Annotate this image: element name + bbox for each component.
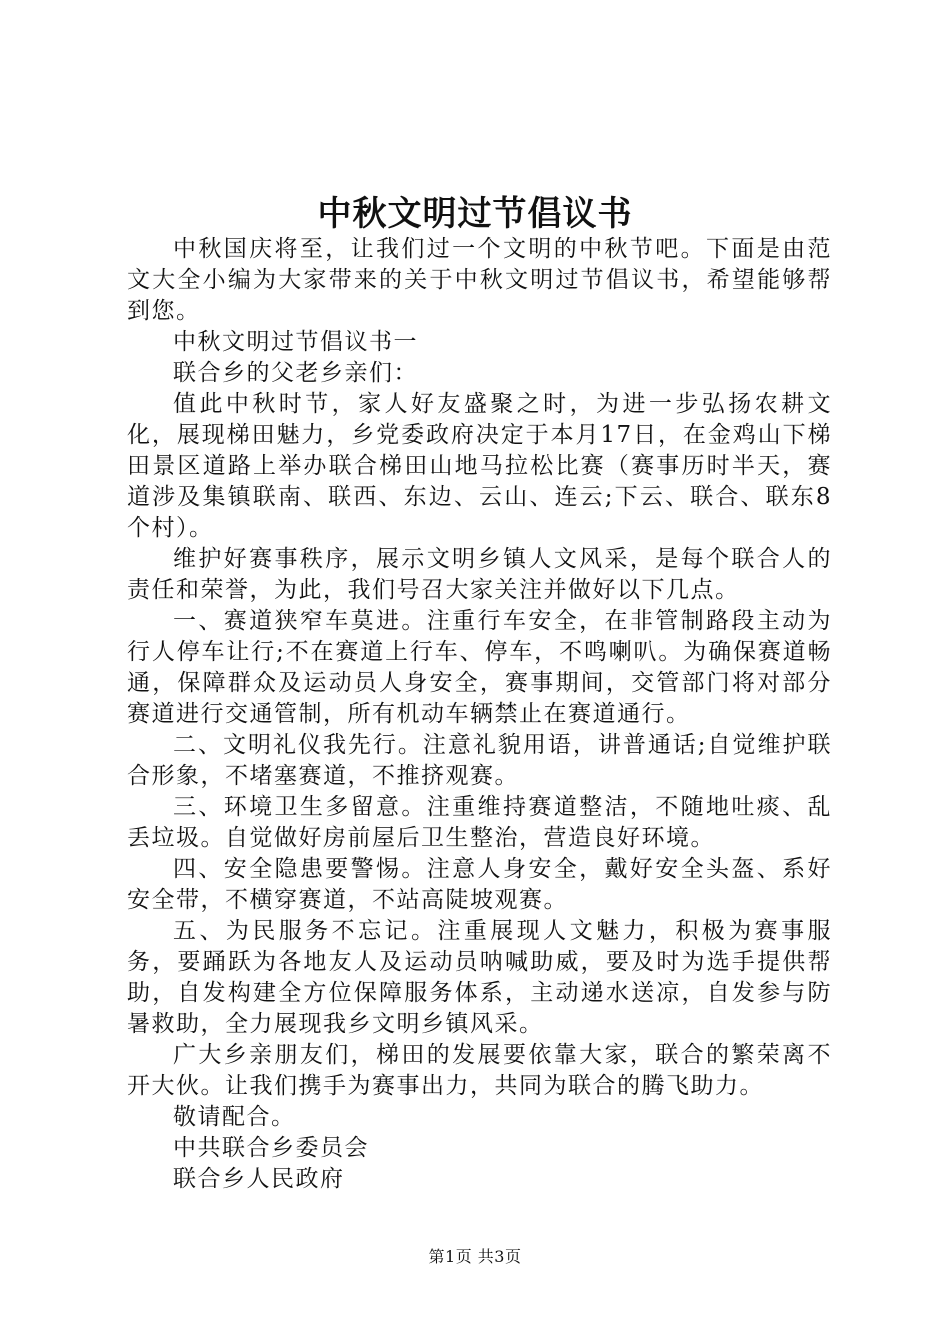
signature-committee: 中共联合乡委员会: [173, 1135, 369, 1161]
paragraph-event: 值此中秋时节，家人好友盛聚之时，为进一步弘扬农耕文化，展现梯田魅力，乡党委政府决定于本月17日，在金鸡山下梯田景区道路上举办联合梯田山地马拉松比赛（赛事历时半天，赛道涉及集镇联南、联西、东边、云山、连云;下云、联合、联东8个村）。: [127, 391, 832, 541]
signature-government: 联合乡人民政府: [173, 1166, 345, 1192]
paragraph-item-1: 一、赛道狭窄车莫进。注重行车安全，在非管制路段主动为行人停车让行;不在赛道上行车、停车，不鸣喇叭。为确保赛道畅通，保障群众及运动员人身安全，赛事期间，交管部门将对部分赛道进行交通管制，所有机动车辆禁止在赛道通行。: [127, 608, 832, 727]
paragraph-request: 敬请配合。: [173, 1104, 296, 1130]
paragraph-call: 维护好赛事秩序，展示文明乡镇人文风采，是每个联合人的责任和荣誉，为此，我们号召大家关注并做好以下几点。: [127, 546, 832, 603]
document-title: 中秋文明过节倡议书: [317, 194, 633, 234]
paragraph-salutation: 联合乡的父老乡亲们：: [173, 360, 418, 386]
paragraph-closing: 广大乡亲朋友们，梯田的发展要依靠大家，联合的繁荣离不开大伙。让我们携手为赛事出力，共同为联合的腾飞助力。: [127, 1042, 832, 1099]
page-number: 第1页 共3页: [428, 1247, 522, 1266]
paragraph-intro: 中秋国庆将至，让我们过一个文明的中秋节吧。下面是由范文大全小编为大家带来的关于中秋文明过节倡议书，希望能够帮到您。: [127, 236, 832, 324]
paragraph-item-5: 五、为民服务不忘记。注重展现人文魅力，积极为赛事服务，要踊跃为各地友人及运动员呐喊助威，要及时为选手提供帮助，自发构建全方位保障服务体系，主动递水送凉，自发参与防暑救助，全力展现我乡文明乡镇风采。: [127, 918, 832, 1037]
document-body: [127, 234, 832, 1195]
paragraph-subtitle: 中秋文明过节倡议书一: [173, 329, 418, 355]
paragraph-item-4: 四、安全隐患要警惕。注意人身安全，戴好安全头盔、系好安全带，不横穿赛道，不站高陡坡观赛。: [127, 856, 832, 913]
paragraph-item-3: 三、环境卫生多留意。注重维持赛道整洁，不随地吐痰、乱丢垃圾。自觉做好房前屋后卫生整治，营造良好环境。: [127, 794, 832, 851]
paragraph-item-2: 二、文明礼仪我先行。注意礼貌用语，讲普通话;自觉维护联合形象，不堵塞赛道，不推挤观赛。: [127, 732, 832, 789]
